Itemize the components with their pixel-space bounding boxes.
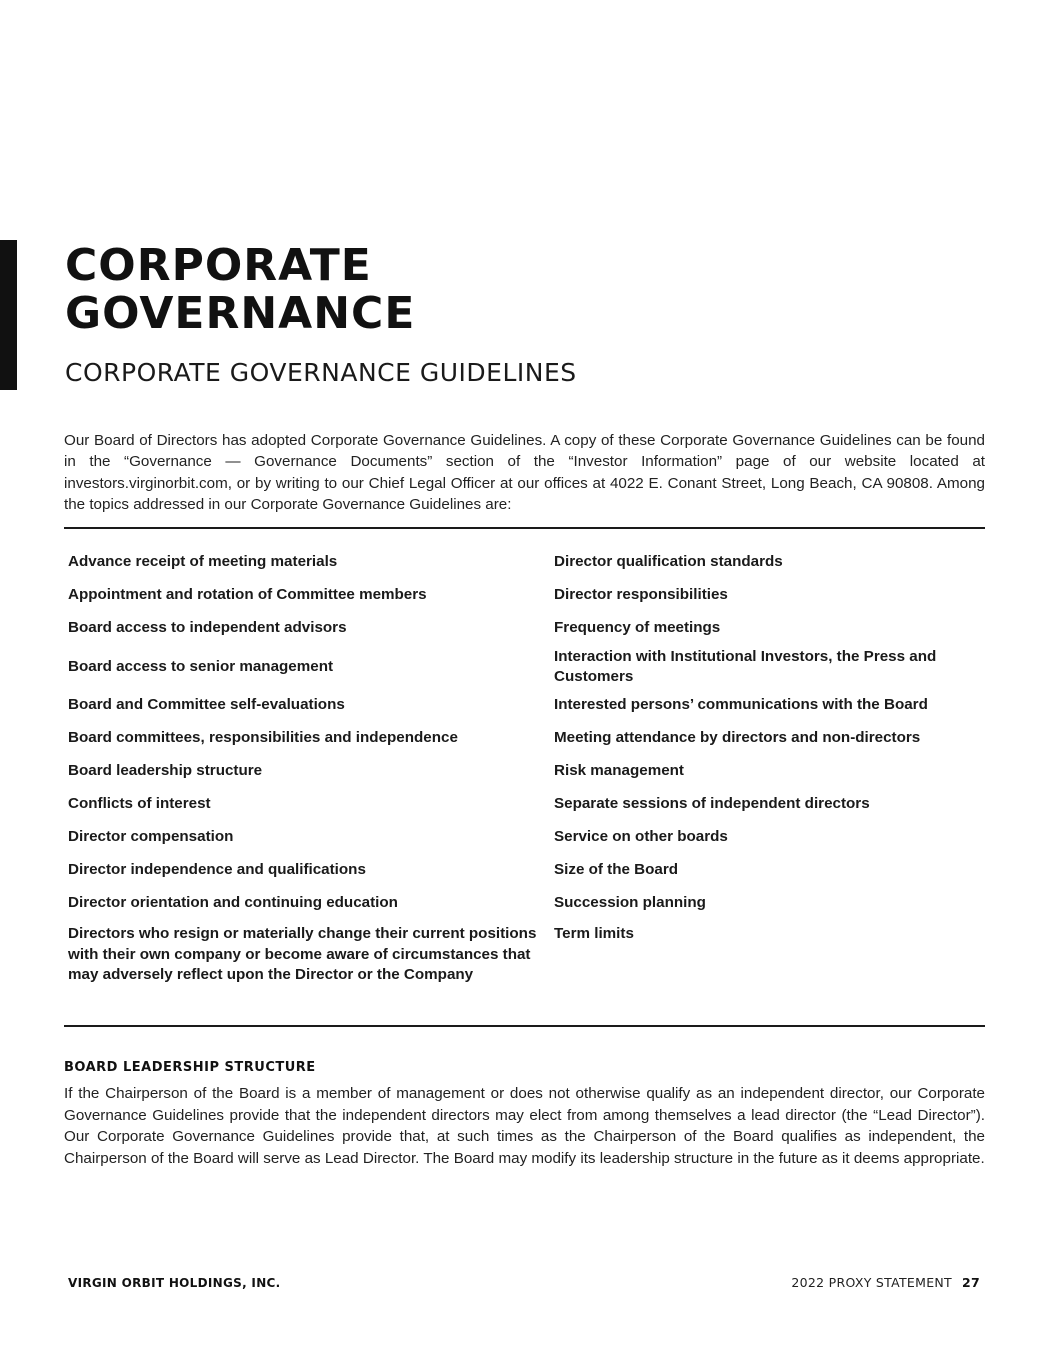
table-row	[64, 920, 985, 986]
topic-left: Director orientation and continuing education	[68, 894, 398, 912]
table-row	[64, 546, 985, 579]
table-row	[64, 788, 985, 821]
topic-left: Board access to independent advisors	[68, 619, 347, 637]
table-row	[64, 645, 985, 689]
table-row	[64, 854, 985, 887]
section-subtitle: CORPORATE GOVERNANCE GUIDELINES	[65, 358, 577, 387]
topic-right: Term limits	[554, 925, 634, 942]
topic-left: Director independence and qualifications	[68, 861, 366, 879]
footer-company-name: VIRGIN ORBIT HOLDINGS, INC.	[68, 1276, 281, 1290]
board-leadership-heading: BOARD LEADERSHIP STRUCTURE	[64, 1060, 316, 1075]
topic-right: Meeting attendance by directors and non-directors	[554, 729, 921, 747]
topics-table	[64, 546, 985, 986]
topic-left: Board and Committee self-evaluations	[68, 696, 345, 714]
topic-right: Frequency of meetings	[554, 619, 721, 637]
intro-paragraph: Our Board of Directors has adopted Corporate Governance Guidelines. A copy of these Corporate Governance Guidelines can be found in the “Governance — Governance Documents” section of the “Investor Information” page of our website located at investors.virginorbit.com, or by writing to our Chief Legal Officer at our offices at 4022 E. Conant Street, Long Beach, CA 90808. Among the topics addressed in our Corporate Governance Guidelines are:	[64, 432, 985, 513]
table-row	[64, 612, 985, 645]
section-side-bar	[0, 240, 17, 390]
table-row	[64, 722, 985, 755]
topic-right: Size of the Board	[554, 861, 679, 879]
topic-right: Risk management	[554, 762, 684, 780]
topic-left: Board access to senior management	[68, 657, 334, 675]
topic-left: Appointment and rotation of Committee members	[68, 586, 427, 604]
page-title	[65, 242, 415, 338]
table-top-rule	[64, 527, 985, 529]
topic-right: Separate sessions of independent directors	[554, 795, 870, 813]
topic-right: Director responsibilities	[554, 586, 728, 604]
page-title-line-2: GOVERNANCE	[65, 288, 416, 339]
table-row	[64, 689, 985, 722]
topic-left: Conflicts of interest	[68, 795, 211, 813]
topic-right: Interaction with Institutional Investors, the Press and Customers	[554, 647, 937, 685]
table-row	[64, 821, 985, 854]
table-bottom-rule	[64, 1025, 985, 1027]
topic-right: Interested persons’ communications with the Board	[554, 696, 928, 714]
table-row	[64, 755, 985, 788]
topic-left: Advance receipt of meeting materials	[68, 553, 338, 571]
topic-left: Board leadership structure	[68, 762, 263, 780]
footer-document-title: 2022 PROXY STATEMENT	[791, 1275, 952, 1290]
topic-right: Director qualification standards	[554, 553, 783, 571]
topic-right: Service on other boards	[554, 828, 728, 846]
topic-left: Director compensation	[68, 828, 234, 846]
board-leadership-paragraph: If the Chairperson of the Board is a member of management or does not otherwise qualify as an independent director, our Corporate Governance Guidelines provide that the independent directors may elect from among themselves a lead director (the “Lead Director”). Our Corporate Governance Guidelines provide that, at such times as the Chairperson of the Board qualifies as independent, the Chairperson of the Board will serve as Lead Director. The Board may modify its leadership structure in the future as it deems appropriate.	[64, 1085, 985, 1167]
topic-left: Board committees, responsibilities and independence	[68, 729, 458, 747]
topic-right: Succession planning	[554, 894, 706, 912]
page-number: 27	[962, 1275, 980, 1290]
page-title-line-1: CORPORATE	[65, 240, 372, 291]
footer-document-info	[791, 1275, 980, 1290]
table-row	[64, 579, 985, 612]
table-row	[64, 887, 985, 920]
topic-left: Directors who resign or materially change their current positions with their own company or become aware of circumstances that may adversely reflect upon the Director or the Company	[68, 925, 537, 983]
